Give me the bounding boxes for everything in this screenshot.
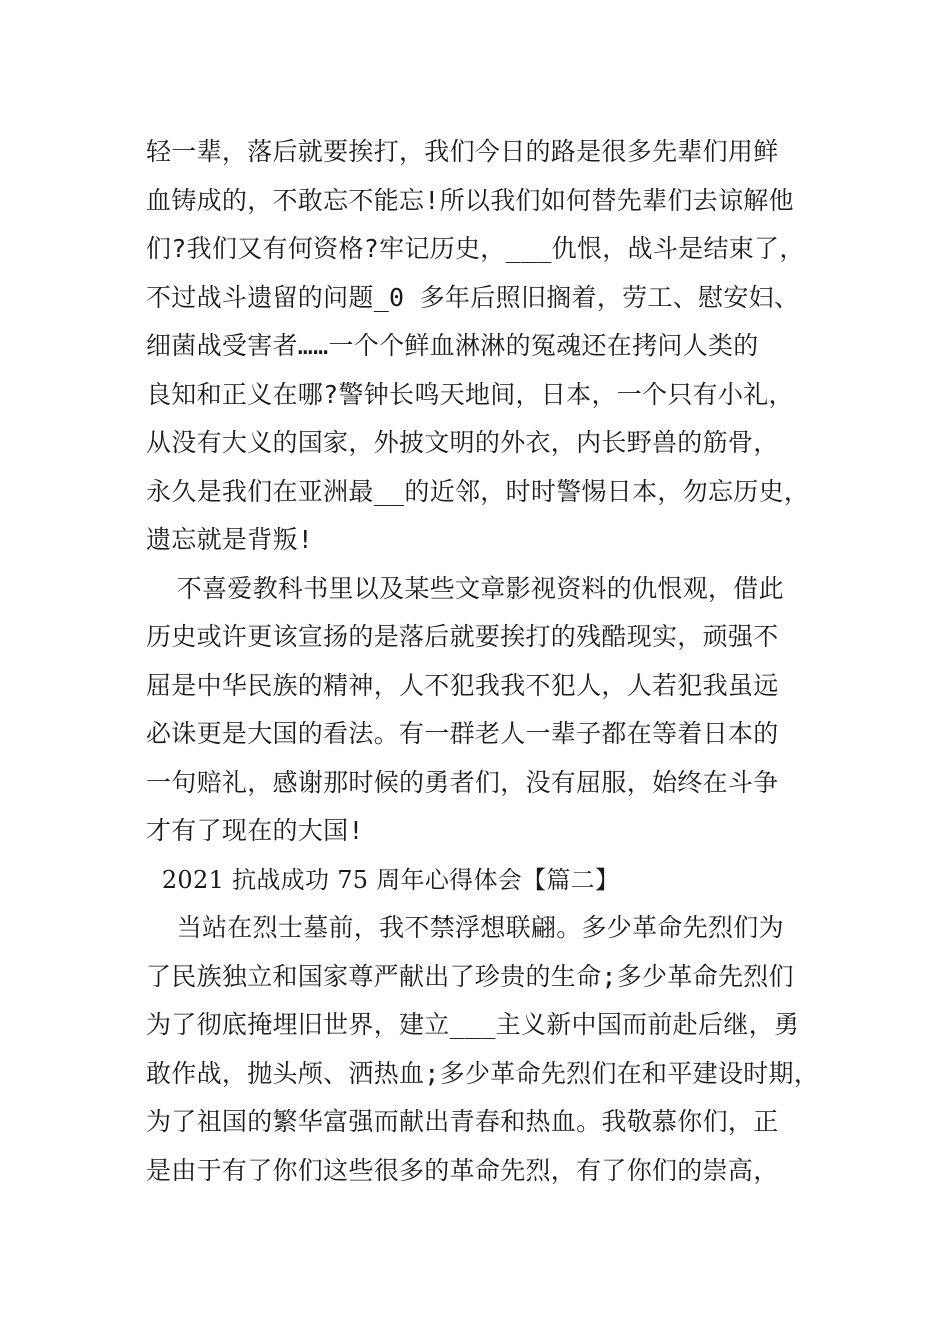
text-line-14: 一句赔礼，感谢那时候的勇者们，没有屈服，始终在斗争 xyxy=(146,767,779,797)
text-line-9: 遗忘就是背叛! xyxy=(146,525,314,554)
text-line-10: 不喜爱教科书里以及某些文章影视资料的仇恨观，借此 xyxy=(146,573,784,603)
text-line-4: 不过战斗遗留的问题_0 多年后照旧搁着，劳工、慰安妇、 xyxy=(146,282,800,312)
text-line-19: 为了彻底掩埋旧世界，建立___主义新中国而前赴后继，勇 xyxy=(146,1010,800,1039)
text-line-18: 了民族独立和国家尊严献出了珍贵的生命;多少革命先烈们 xyxy=(146,961,794,991)
text-line-21: 为了祖国的繁华富强而献出青春和热血。我敬慕你们，正 xyxy=(146,1107,779,1136)
text-line-15: 才有了现在的大国! xyxy=(146,816,364,845)
text-line-11: 历史或许更该宣扬的是落后就要挨打的残酷现实，顽强不 xyxy=(146,622,779,651)
text-line-6: 良知和正义在哪?警钟长鸣天地间，日本，一个只有小礼， xyxy=(146,379,794,409)
text-line-12: 屈是中华民族的精神，人不犯我我不犯人，人若犯我虽远 xyxy=(146,670,779,700)
section-heading: 2021 抗战成功 75 周年心得体会【篇二】 xyxy=(146,865,620,894)
text-line-8: 永久是我们在亚洲最__的近邻，时时警惕日本，勿忘历史， xyxy=(146,476,810,506)
text-line-13: 必诛更是大国的看法。有一群老人一辈子都在等着日本的 xyxy=(146,719,779,748)
text-line-22: 是由于有了你们这些很多的革命先烈，有了你们的崇高， xyxy=(146,1155,779,1185)
text-line-2: 血铸成的，不敢忘不能忘!所以我们如何替先辈们去谅解他 xyxy=(146,185,794,215)
document-body xyxy=(146,128,836,1195)
text-line-1: 轻一辈，落后就要挨打，我们今日的路是很多先辈们用鲜 xyxy=(146,137,779,166)
text-line-3: 们?我们又有何资格?牢记历史，___仇恨，战斗是结束了， xyxy=(146,234,805,263)
text-line-17: 当站在烈士墓前，我不禁浮想联翩。多少革命先烈们为 xyxy=(146,913,784,942)
text-line-5: 细菌战受害者……一个个鲜血淋淋的冤魂还在拷问人类的 xyxy=(146,331,759,360)
text-line-7: 从没有大义的国家，外披文明的外衣，内长野兽的筋骨， xyxy=(146,428,779,457)
text-line-20: 敢作战，抛头颅、洒热血;多少革命先烈们在和平建设时期， xyxy=(146,1058,820,1088)
